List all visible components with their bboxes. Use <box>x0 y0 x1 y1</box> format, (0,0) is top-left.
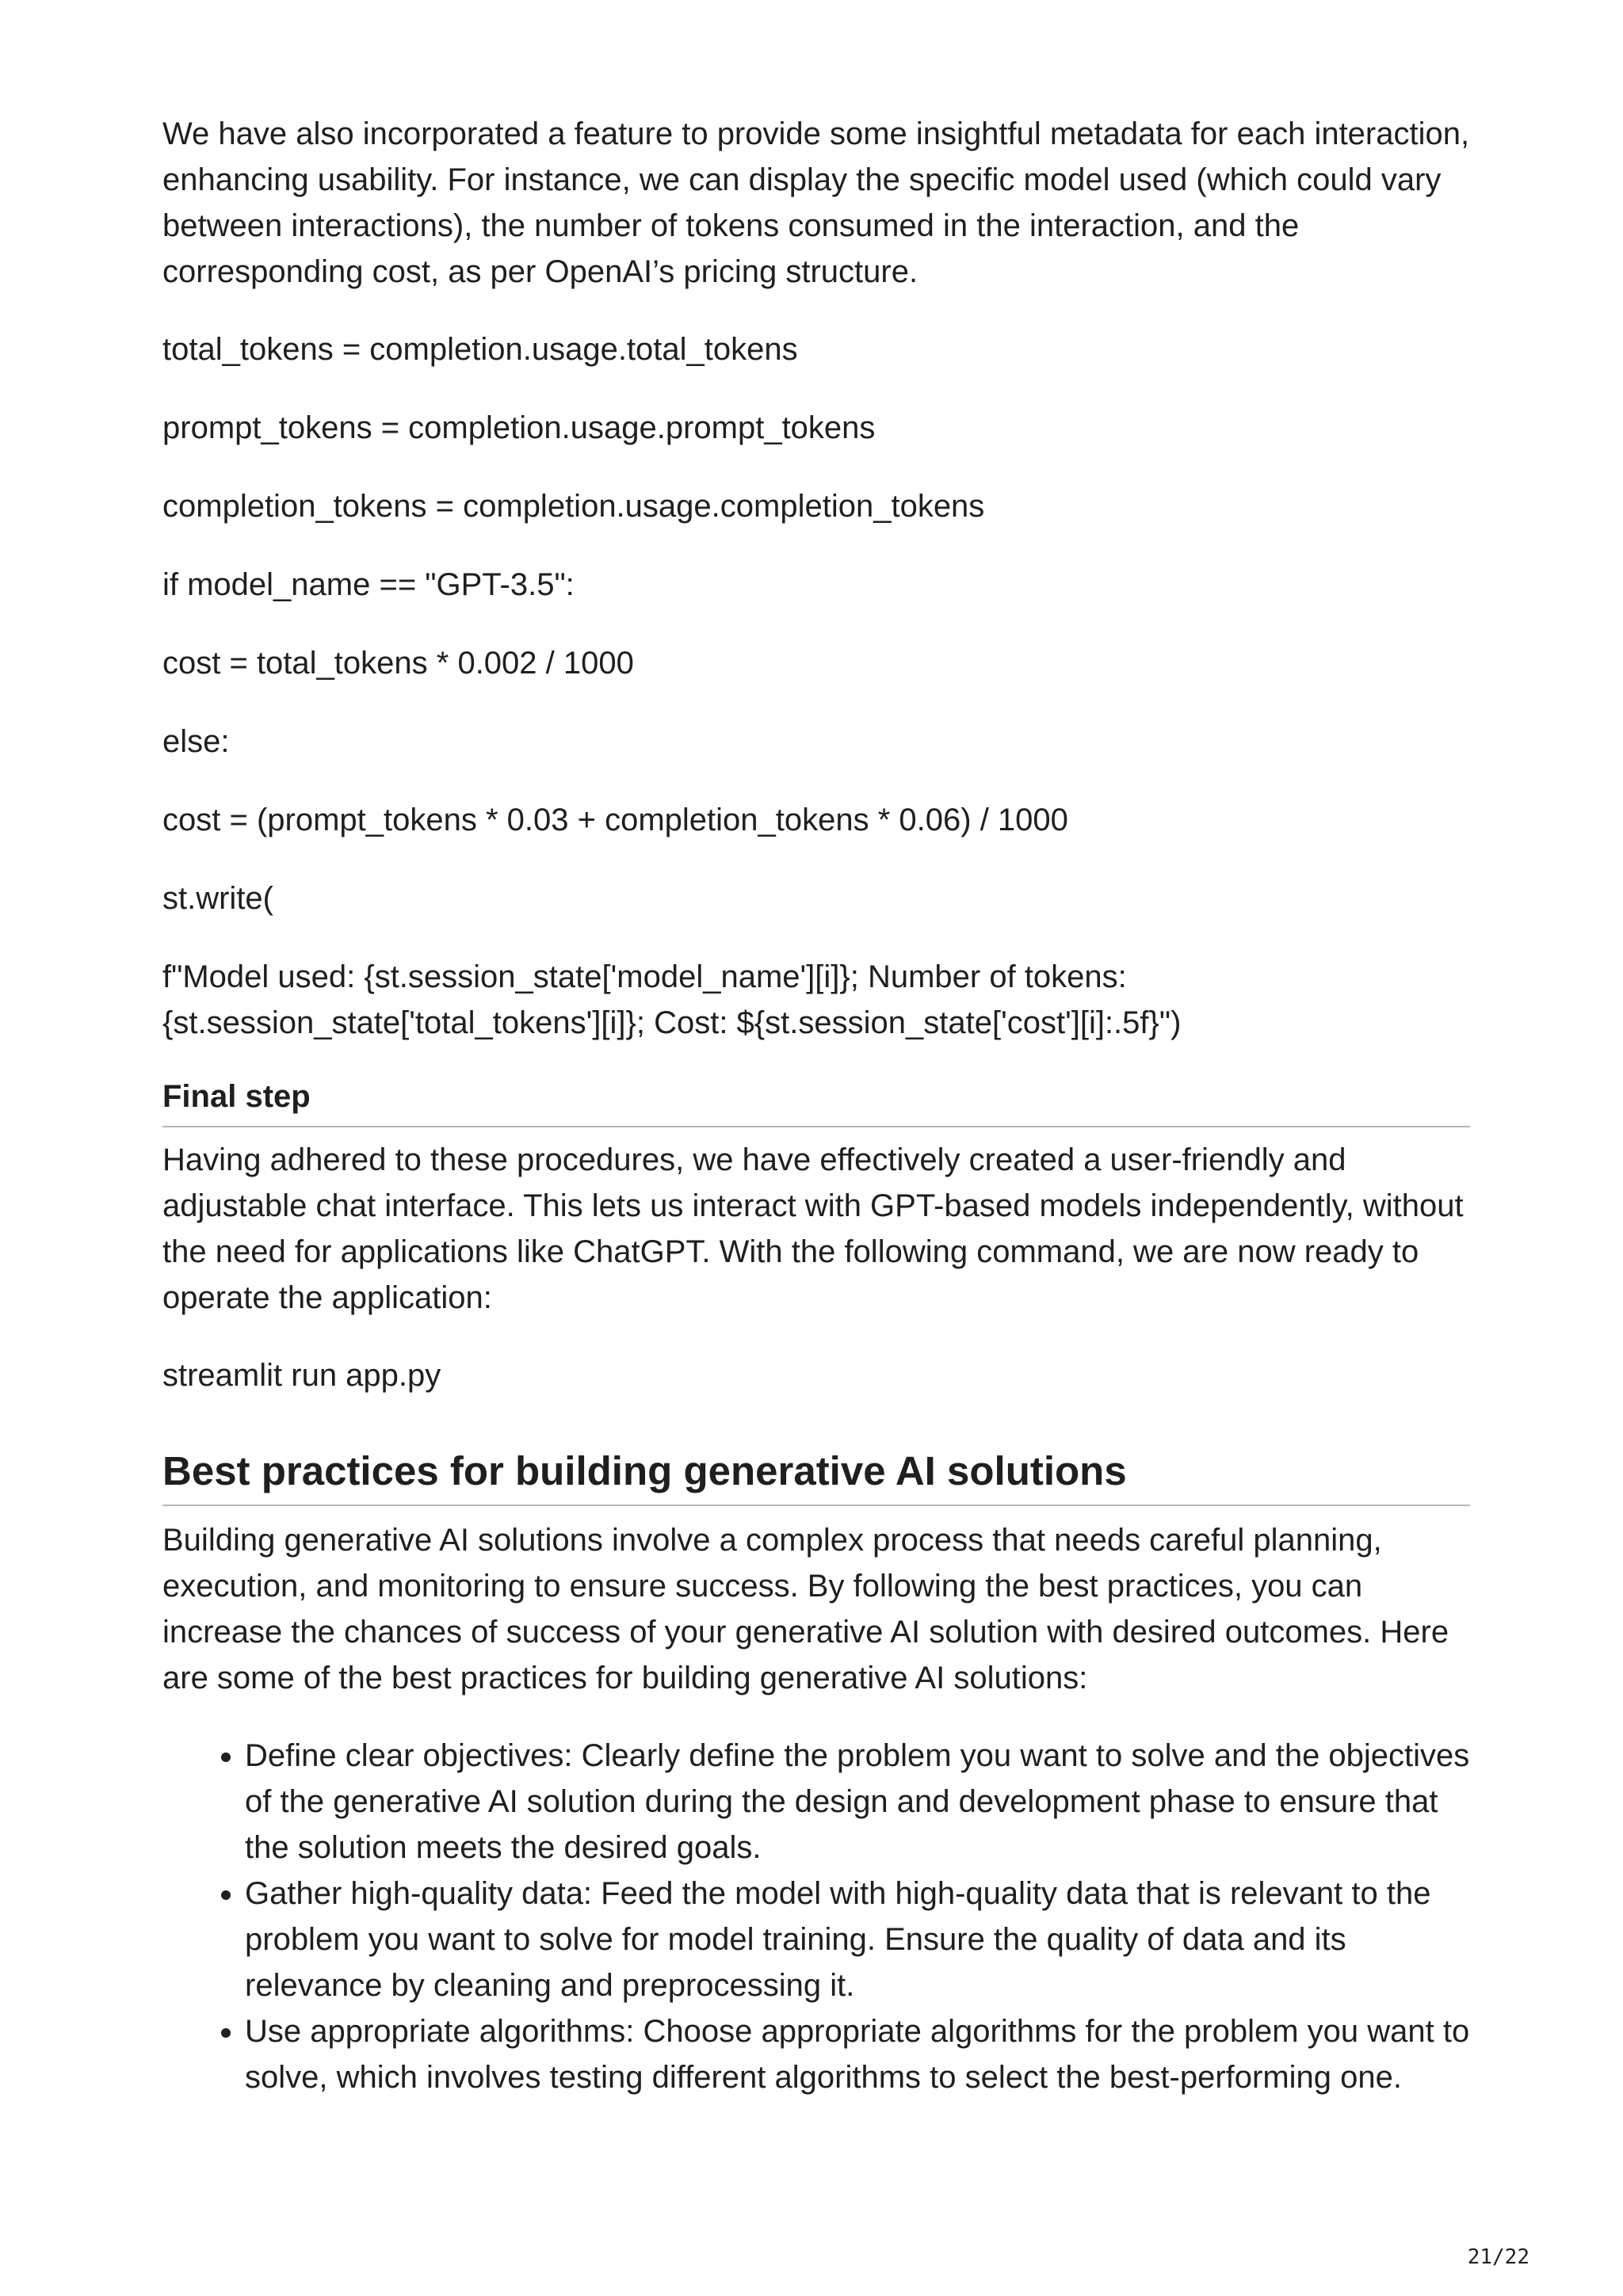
code-line-completion-tokens: completion_tokens = completion.usage.completion_tokens <box>162 489 985 524</box>
document-page <box>162 111 1470 2100</box>
list-item: • Gather high-quality data: Feed the model with high-quality data that is relevant to the problem you want to solve for model training. Ensure the quality of data and its relevance by cleaning and preprocessing it. <box>245 1871 1470 2008</box>
best-practices-list <box>162 1733 1470 2100</box>
code-line-fstring: f"Model used: {st.session_state['model_name'][i]}; Number of tokens: {st.session_state['total_tokens'][i]}; Cost: ${st.session_state['cost'][i]:.5f}") <box>162 959 1182 1040</box>
code-line-else: else: <box>162 724 230 759</box>
code-line-st-write: st.write( <box>162 881 273 916</box>
page-number: 21/22 <box>1467 2245 1529 2269</box>
list-item: • Use appropriate algorithms: Choose appropriate algorithms for the problem you want to solve, which involves testing different algorithms to select the best-performing one. <box>245 2008 1470 2100</box>
code-line-cost-gpt35: cost = total_tokens * 0.002 / 1000 <box>162 646 634 681</box>
best-practices-heading: Best practices for building generative AI solutions <box>162 1446 1470 1506</box>
final-step-heading: Final step <box>162 1075 1470 1127</box>
best-practices-intro: Building generative AI solutions involve a complex process that needs careful planning, execution, and monitoring to ensure success. By following the best practices, you can increase the chances of success of your generative AI solution with desired outcomes. Here are some of the best practices for building generative AI solutions: <box>162 1523 1449 1695</box>
list-item: • Define clear objectives: Clearly define the problem you want to solve and the objectives of the generative AI solution during the design and development phase to ensure that the solution meets the desired goals. <box>245 1733 1470 1871</box>
code-line-prompt-tokens: prompt_tokens = completion.usage.prompt_tokens <box>162 410 876 445</box>
code-line-if-model: if model_name == "GPT-3.5": <box>162 567 575 602</box>
run-command: streamlit run app.py <box>162 1358 441 1393</box>
code-line-total-tokens: total_tokens = completion.usage.total_tokens <box>162 332 798 367</box>
intro-paragraph: We have also incorporated a feature to provide some insightful metadata for each interaction, enhancing usability. For instance, we can display the specific model used (which could vary between interactions), the number of tokens consumed in the interaction, and the corresponding cost, as per OpenAI’s pricing structure. <box>162 116 1470 289</box>
code-line-cost-other: cost = (prompt_tokens * 0.03 + completion_tokens * 0.06) / 1000 <box>162 803 1068 837</box>
final-step-paragraph: Having adhered to these procedures, we have effectively created a user-friendly and adjustable chat interface. This lets us interact with GPT-based models independently, without the need for applications like ChatGPT. With the following command, we are now ready to operate the application: <box>162 1142 1464 1315</box>
